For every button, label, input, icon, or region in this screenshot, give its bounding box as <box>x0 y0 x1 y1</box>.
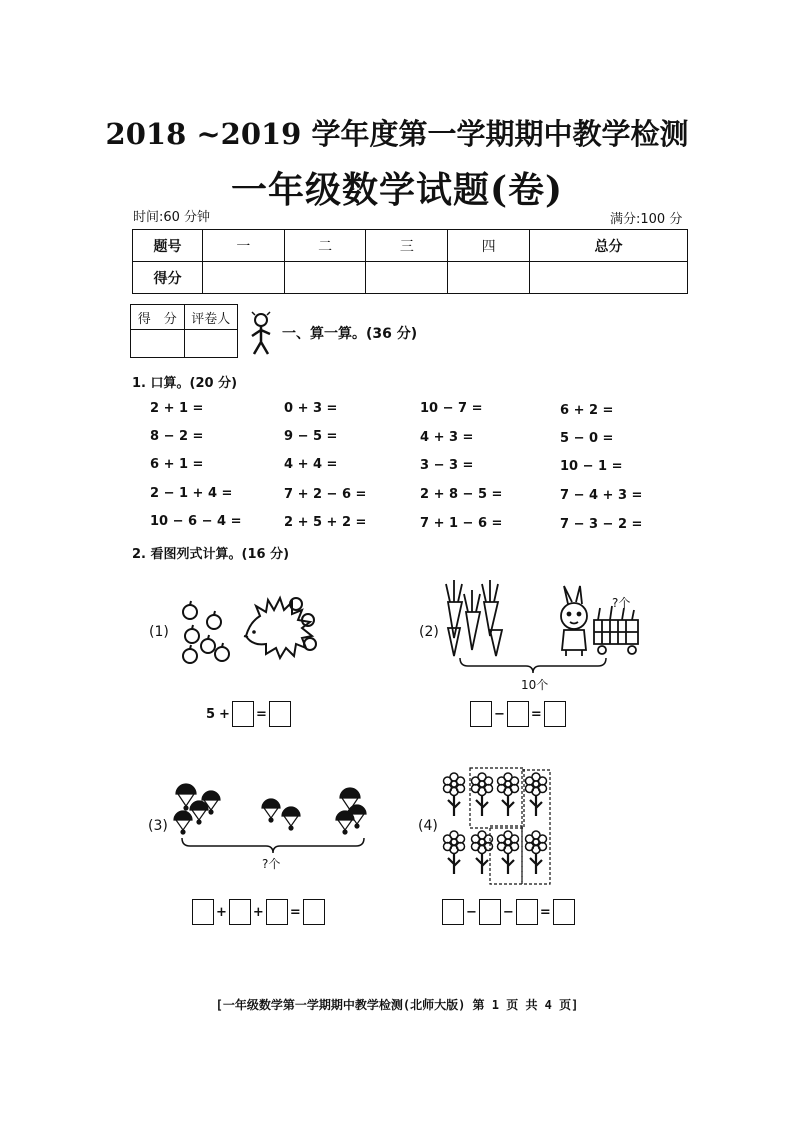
oral-calc-item: 3 − 3 = <box>420 458 474 473</box>
equals-sign: = <box>289 904 301 920</box>
equals-sign: = <box>255 706 267 722</box>
question-1-title: 1. 口算。(20 分) <box>132 376 238 391</box>
plus-sign: + <box>216 904 227 920</box>
score-table-cell: 三 <box>366 230 448 262</box>
score-table-header-row <box>133 230 688 262</box>
plus-sign: + <box>252 904 264 920</box>
oral-calc-item: 10 − 6 − 4 = <box>150 514 242 529</box>
oral-calc-item: 7 − 3 − 2 = <box>560 517 643 532</box>
grader-name-label: 评卷人 <box>184 305 237 330</box>
parachutes-illustration <box>172 780 372 840</box>
score-entry-cell[interactable] <box>366 262 448 294</box>
answer-box[interactable] <box>553 899 575 925</box>
problem-4-label: (4) <box>418 818 438 834</box>
score-table-score-row <box>133 262 688 294</box>
section-1-title: 一、算一算。(36 分) <box>282 326 418 342</box>
score-table-cell: 总分 <box>529 230 687 262</box>
score-entry-cell[interactable] <box>529 262 687 294</box>
grader-table <box>130 304 238 358</box>
problem-1-label: (1) <box>149 624 169 640</box>
answer-box[interactable] <box>229 899 251 925</box>
answer-box[interactable] <box>232 701 254 727</box>
score-table-cell: 得分 <box>133 262 203 294</box>
problem-3-brace <box>180 836 366 854</box>
minus-sign: − <box>502 904 514 920</box>
oral-calc-item: 5 − 0 = <box>560 431 614 446</box>
score-table <box>132 229 688 294</box>
problem-3-equation <box>192 899 325 925</box>
exam-title-line1: 2018 ~2019 学年度第一学期期中教学检测 <box>105 117 689 151</box>
grader-score-label: 得 分 <box>131 305 185 330</box>
oral-calc-item: 10 − 1 = <box>560 459 623 474</box>
oral-calc-item: 10 − 7 = <box>420 401 483 416</box>
time-limit: 时间:60 分钟 <box>133 210 211 225</box>
problem-2-equation <box>470 701 566 727</box>
problem-2-total: 10个 <box>521 678 549 692</box>
answer-box[interactable] <box>266 899 288 925</box>
full-score: 满分:100 分 <box>610 212 683 227</box>
problem-3-label: (3) <box>148 818 168 834</box>
problem-2-brace <box>458 656 608 674</box>
grader-name-entry[interactable] <box>184 330 237 358</box>
oral-calc-item: 6 + 1 = <box>150 457 204 472</box>
answer-box[interactable] <box>479 899 501 925</box>
answer-box[interactable] <box>303 899 325 925</box>
score-table-cell: 题号 <box>133 230 203 262</box>
carrots-illustration <box>440 572 506 658</box>
oral-calc-item: 2 + 5 + 2 = <box>284 515 367 530</box>
oral-calc-item: 7 − 4 + 3 = <box>560 488 643 503</box>
answer-box[interactable] <box>544 701 566 727</box>
score-entry-cell[interactable] <box>284 262 366 294</box>
oral-calc-item: 8 − 2 = <box>150 429 204 444</box>
score-entry-cell[interactable] <box>203 262 285 294</box>
minus-sign: − <box>466 904 477 920</box>
answer-box[interactable] <box>507 701 529 727</box>
equals-sign: = <box>539 904 551 920</box>
cartoon-figure-icon <box>248 312 274 356</box>
score-entry-cell[interactable] <box>448 262 530 294</box>
answer-box[interactable] <box>470 701 492 727</box>
page-footer: [一年级数学第一学期期中教学检测(北师大版) 第 1 页 共 4 页] <box>215 998 579 1012</box>
problem-4-equation <box>442 899 575 925</box>
answer-box[interactable] <box>516 899 538 925</box>
equals-sign: = <box>530 706 542 722</box>
hedgehog-illustration <box>240 596 322 660</box>
problem-1-first-number: 5 <box>206 706 216 722</box>
grader-score-entry[interactable] <box>131 330 185 358</box>
problem-2-question-count: ?个 <box>612 596 631 610</box>
oral-calc-item: 6 + 2 = <box>560 403 614 418</box>
oral-calc-item: 2 + 1 = <box>150 401 204 416</box>
oral-calc-item: 7 + 2 − 6 = <box>284 487 367 502</box>
apples-illustration <box>180 598 240 666</box>
flowers-illustration <box>436 766 556 886</box>
score-table-cell: 二 <box>284 230 366 262</box>
problem-3-question-count: ?个 <box>262 857 281 871</box>
oral-calc-item: 2 + 8 − 5 = <box>420 487 503 502</box>
plus-sign: + <box>219 706 230 722</box>
answer-box[interactable] <box>192 899 214 925</box>
question-2-title: 2. 看图列式计算。(16 分) <box>132 547 290 562</box>
answer-box[interactable] <box>442 899 464 925</box>
score-table-cell: 四 <box>448 230 530 262</box>
oral-calc-item: 4 + 3 = <box>420 430 474 445</box>
oral-calc-item: 0 + 3 = <box>284 401 338 416</box>
score-table-cell: 一 <box>203 230 285 262</box>
oral-calc-item: 2 − 1 + 4 = <box>150 486 233 501</box>
oral-calc-item: 4 + 4 = <box>284 457 338 472</box>
problem-1-equation <box>204 701 291 727</box>
exam-title-line2: 一年级数学试题(卷) <box>230 169 564 211</box>
minus-sign: − <box>494 706 505 722</box>
oral-calc-item: 7 + 1 − 6 = <box>420 516 503 531</box>
answer-box[interactable] <box>269 701 291 727</box>
problem-2-label: (2) <box>419 624 439 640</box>
oral-calc-item: 9 − 5 = <box>284 429 338 444</box>
